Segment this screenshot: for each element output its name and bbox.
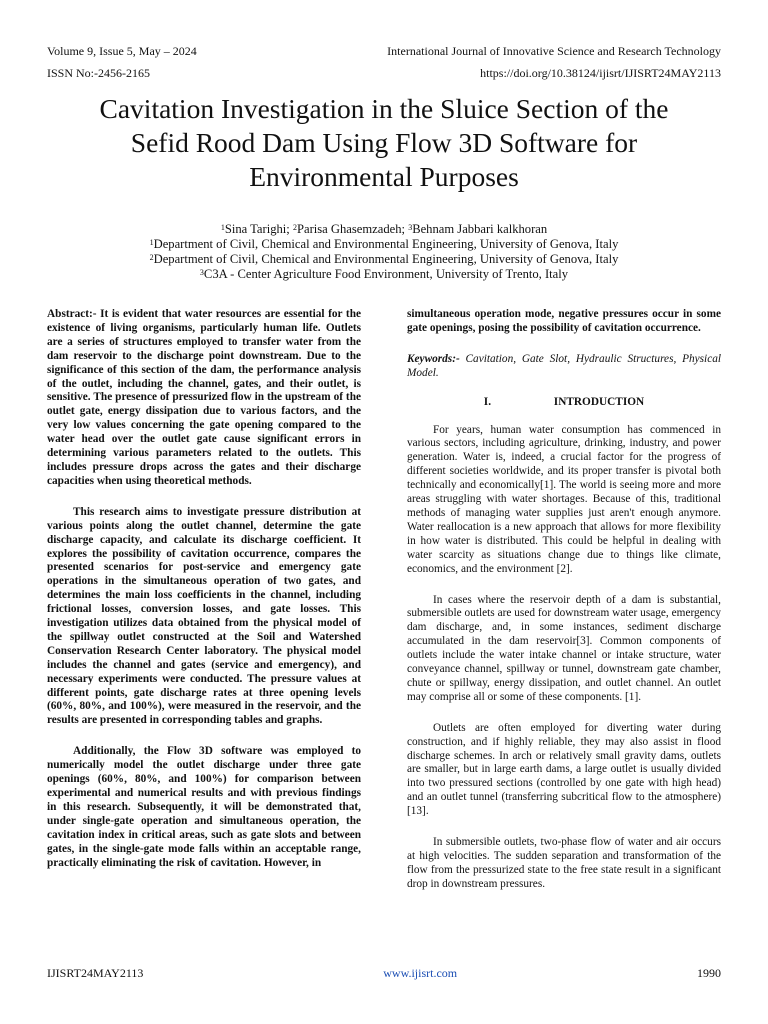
author-names — [40, 222, 728, 237]
intro-paragraph-4: In submersible outlets, two-phase flow of water and air occurs at high velocities. The sudden separation and transformation of the flow from the pressurized state to the free state result in a significant drop in downstream pressures. — [407, 836, 721, 890]
affiliation-2-sup: 2 — [149, 253, 154, 262]
page-footer — [47, 966, 721, 981]
intro-paragraph-1: For years, human water consumption has commenced in various sectors, including agriculture, drinking, industry, and power generation. Water is, indeed, a crucial factor for the progress of different societies worldwide, and its proper transfer is pivotal both technically and economically[1]. The world is seeing more and more areas struggling with water shortages. Because of this, traditional methods of managing water supplies just aren't enough anymore. Water reallocation is a new approach that allows for more flexibility in how water is distributed. This could be helpful in dealing with water scarcity as situations change due to things like climate, economics, and the environment [2]. — [407, 423, 721, 575]
right-column — [407, 308, 721, 892]
affiliation-3-text: C3A - Center Agriculture Food Environment, University of Trento, Italy — [203, 267, 569, 281]
title-line-1: Cavitation Investigation in the Sluice Section of the — [99, 93, 669, 124]
author-2: Parisa Ghasemzadeh; — [296, 222, 409, 236]
running-header-bottom — [47, 66, 721, 81]
issn: ISSN No:-2456-2165 — [47, 66, 151, 80]
author-3-sup: 3 — [408, 223, 413, 232]
affiliation-2-text: Department of Civil, Chemical and Environmental Engineering, University of Genova, Italy — [153, 252, 619, 266]
affiliation-3 — [40, 267, 728, 282]
abstract-paragraph-3: Additionally, the Flow 3D software was employed to numerically model the outlet discharge under three gate openings (60%, 80%, and 100%) for comparison between experimental and numerical results and with previous findings in this research. Subsequently, it will be demonstrated that, under single-gate operation and simultaneous operation, the cavitation index in critical areas, such as gate slots and between gates, in the single-gate mode falls within an acceptable range, practically eliminating the risk of cavitation. However, in — [47, 745, 361, 869]
title-line-2: Sefid Rood Dam Using Flow 3D Software for — [130, 127, 638, 158]
section-heading-introduction — [407, 396, 721, 410]
section-number: I. — [483, 395, 492, 408]
footer-paper-id: IJISRT24MAY2113 — [47, 966, 144, 980]
footer-website-link[interactable]: www.ijisrt.com — [383, 966, 458, 980]
volume-info: Volume 9, Issue 5, May – 2024 — [47, 44, 197, 58]
author-3: Behnam Jabbari kalkhoran — [412, 222, 548, 236]
affiliation-1-sup: 1 — [149, 238, 154, 247]
left-column — [47, 308, 361, 870]
affiliation-2 — [40, 252, 728, 267]
paper-title — [40, 92, 728, 194]
author-block — [40, 222, 728, 282]
abstract-paragraph-1: Abstract:- It is evident that water resources are essential for the existence of living organisms, particularly human life. Outlets are a series of structures employed to transfer water from the dam reservoir to the discharge point downstream. Due to the significance of this section of the dam, the performance analysis of the outlet, including the channel, gates, and their outlet, is sensitive. The presence of pressurized flow in the upstream of the outlet gate, energy dissipation due to various factors, and the very low values concerning the gate opening compared to the water head over the outlet gate cause significant errors in determining various parameters related to the outlets. This includes pressure drops across the gates and their discharge capacities when using theoretical methods. — [47, 308, 361, 487]
section-title: INTRODUCTION — [553, 395, 645, 408]
intro-paragraph-2: In cases where the reservoir depth of a dam is substantial, submersible outlets are used for downstream water usage, emergency dam discharge, and, in some instances, sediment discharge accumulated in the dam reservoir[3]. Common components of outlets include the water intake channel or intake structure, water conveyance channel, spillway or tunnel, downstream gate chamber, chute or spillway, energy dissipation, and outlet channel. An outlet may comprise all or some of these components. [1]. — [407, 593, 721, 703]
doi-link[interactable]: https://doi.org/10.38124/ijisrt/IJISRT24MAY2113 — [480, 66, 721, 80]
page-number: 1990 — [696, 966, 721, 980]
author-1-sup: 1 — [220, 223, 225, 232]
keywords — [407, 353, 721, 381]
abstract-continuation: simultaneous operation mode, negative pressures occur in some gate openings, posing the possibility of cavitation occurrence. — [407, 308, 721, 334]
author-2-sup: 2 — [292, 223, 297, 232]
title-line-3: Environmental Purposes — [249, 161, 519, 192]
affiliation-3-sup: 3 — [199, 268, 204, 277]
keywords-text: Cavitation, Gate Slot, Hydraulic Structures, Physical Model. — [407, 352, 721, 379]
intro-paragraph-3: Outlets are often employed for diverting water during construction, and if highly reliable, they may also assist in flood discharge schemes. In arch or relatively small gravity dams, outlets are smaller, but in large earth dams, a large outlet is usually divided into two pressured sections (controlled by one gate with high head) and an outlet tunnel (transferring subcritical flow to the atmosphere)[13]. — [407, 721, 721, 818]
abstract-paragraph-2: This research aims to investigate pressure distribution at various points along the outlet channel, determine the gate discharge capacity, and calculate its discharge coefficient. It explores the possibility of cavitation occurrence, compares the presented scenarios for post-service and emergency gate operations in the simultaneous operation of two gates, and determines the main loss coefficients in the channel, including frictional losses, conversion losses, and gate losses. This investigation utilizes data obtained from the physical model of the spillway outlet constructed at the Soil and Watershed Conservation Research Center laboratory. The physical model includes the channel and gates (service and emergency), and necessary experiments were conducted. The pressure values at different points, gate discharge rates at three opening levels (60%, 80%, and 100%), were measured in the reservoir, and the results are presented in corresponding tables and graphs. — [47, 505, 361, 727]
keywords-label: Keywords:- — [407, 352, 460, 365]
affiliation-1 — [40, 237, 728, 252]
affiliation-1-text: Department of Civil, Chemical and Environmental Engineering, University of Genova, Italy — [153, 237, 619, 251]
running-header-top — [47, 44, 721, 59]
author-1: Sina Tarighi; — [224, 222, 293, 236]
journal-name: International Journal of Innovative Science and Research Technology — [387, 44, 721, 58]
